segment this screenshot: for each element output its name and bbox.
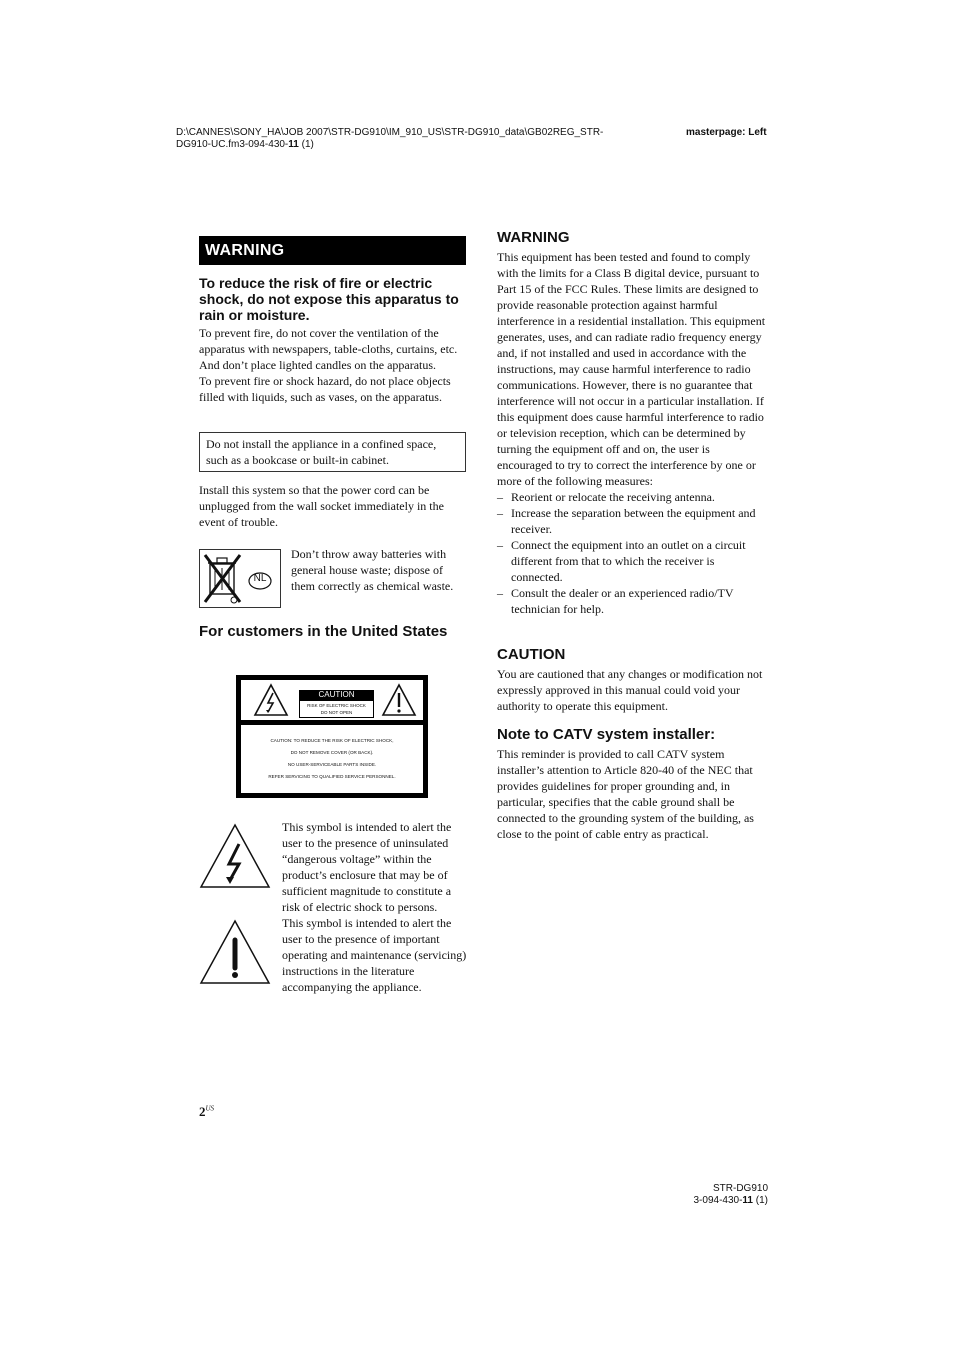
measure-text: Increase the separation between the equipment and receiver. xyxy=(511,506,756,536)
important-instructions-symbol-icon xyxy=(199,918,271,985)
list-item xyxy=(497,505,767,537)
catv-body: This reminder is provided to call CATV system installer’s attention to Article 820-40 of the NEC that provides guidelines for proper grounding and, in particular, specifies that the cable ground shall be connected to the grounding system of the building, as close to the point of cable entry as practical. xyxy=(497,747,754,841)
footer-code xyxy=(660,1195,768,1207)
fcc-warning-heading: WARNING xyxy=(497,229,570,246)
file-path-line2-post: (1) xyxy=(298,139,314,150)
caution-body: You are cautioned that any changes or modification not expressly approved in this manual could void your authority to operate this equipment. xyxy=(497,667,763,713)
list-dash: – xyxy=(497,538,503,552)
measure-text: Connect the equipment into an outlet on a circuit different from that to which the receiver is connected. xyxy=(511,538,746,584)
file-path-line2-bold: 11 xyxy=(288,139,299,150)
caution-label-title: CAUTION xyxy=(299,690,374,700)
file-path-line2-pre: DG910-UC.fm3-094-430- xyxy=(176,139,289,150)
install-paragraph: Install this system so that the power cord can be unplugged from the wall socket immediately in the event of trouble. xyxy=(199,483,444,529)
exclamation-triangle-icon xyxy=(381,683,417,717)
caution-label-risk xyxy=(299,700,374,718)
footer-model-code xyxy=(660,1183,768,1207)
measures-list xyxy=(497,489,767,617)
caution-label-top xyxy=(241,680,423,720)
caution-label-image xyxy=(236,675,428,798)
list-item xyxy=(497,585,767,617)
caution-label-risk-2: DO NOT OPEN xyxy=(320,710,353,715)
confined-space-box: Do not install the appliance in a confined space, such as a bookcase or built-in cabinet. xyxy=(199,432,466,472)
footer-code-pre: 3-094-430- xyxy=(693,1195,743,1206)
list-item xyxy=(497,537,767,585)
measure-text: Consult the dealer or an experienced radio/TV technician for help. xyxy=(511,586,734,616)
footer-code-bold: 11 xyxy=(742,1195,753,1206)
list-dash: – xyxy=(497,586,503,600)
battery-badge-label: NL xyxy=(253,573,267,584)
battery-disposal-icon xyxy=(199,549,281,608)
lightning-triangle-icon xyxy=(253,683,289,717)
voltage-symbol-text: This symbol is intended to alert the user to the presence of uninsulated “dangerous voltage” within the product’s enclosure that may be of sufficient magnitude to constitute a risk of electric shock to persons. xyxy=(282,820,452,914)
list-dash: – xyxy=(497,490,503,504)
footer-model: STR-DG910 xyxy=(712,1183,768,1194)
caution-heading: CAUTION xyxy=(497,646,566,663)
caution-label-line-1: CAUTION: TO REDUCE THE RISK OF ELECTRIC SHOCK, xyxy=(270,738,394,743)
fcc-warning-body: This equipment has been tested and found to comply with the limits for a Class B digital device, pursuant to Part 15 of the FCC Rules. These limits are designed to provide reasonable protection against harmful interference in a residential installation. This equipment generates, uses, and can radiate radio frequency energy and, if not installed and used in accordance with the instructions, may cause harmful interference to radio communications. However, there is no guarantee that interference will not occur in a particular installation. If this equipment does cause harmful interference to radio or television reception, which can be determined by turning the equipment off and on, the user is encouraged to try to correct the interference by one or more of the following measures: xyxy=(497,250,766,488)
catv-heading: Note to CATV system installer: xyxy=(497,726,716,743)
file-path-line1: D:\CANNES\SONY_HA\JOB 2007\STR-DG910\IM_910_US\STR-DG910_data\GB02REG_STR- xyxy=(176,127,604,138)
risk-heading: To reduce the risk of fire or electric shock, do not expose this apparatus to rain or moisture. xyxy=(199,275,459,323)
customers-us-heading: For customers in the United States xyxy=(199,623,448,640)
list-item xyxy=(497,489,767,505)
caution-label-risk-1: RISK OF ELECTRIC SHOCK xyxy=(307,703,366,708)
fire-paragraph-1: To prevent fire, do not cover the ventilation of the apparatus with newspapers, table-cloths, curtains, etc. And don’t place lighted candles on the apparatus. xyxy=(199,326,458,372)
caution-label-line-4: REFER SERVICING TO QUALIFIED SERVICE PERSONNEL. xyxy=(268,774,396,779)
battery-disposal-text: Don’t throw away batteries with general house waste; dispose of them correctly as chemical waste. xyxy=(291,547,454,593)
file-path-line2 xyxy=(176,139,666,151)
file-path-header xyxy=(176,127,666,151)
caution-label-line-2: DO NOT REMOVE COVER (OR BACK). xyxy=(290,750,374,755)
page-number xyxy=(199,1104,214,1120)
fire-paragraphs xyxy=(199,325,469,405)
page-number-suffix: US xyxy=(205,1104,215,1113)
masterpage-label: masterpage: Left xyxy=(686,127,767,138)
list-dash: – xyxy=(497,506,503,520)
caution-label-line-3: NO USER-SERVICEABLE PARTS INSIDE. xyxy=(287,762,377,767)
page-number-value: 2 xyxy=(199,1104,206,1119)
caution-label-bottom xyxy=(241,725,423,793)
warning-bar: WARNING xyxy=(199,236,466,265)
measure-text: Reorient or relocate the receiving antenna. xyxy=(511,490,715,504)
instructions-symbol-text: This symbol is intended to alert the user to the presence of important operating and maintenance (servicing) instructions in the literature accompanying the appliance. xyxy=(282,916,467,994)
fcc-warning-section xyxy=(497,249,767,617)
footer-code-post: (1) xyxy=(753,1195,768,1206)
fire-paragraph-2: To prevent fire or shock hazard, do not place objects filled with liquids, such as vases, on the apparatus. xyxy=(199,374,451,404)
dangerous-voltage-symbol-icon xyxy=(199,822,271,889)
